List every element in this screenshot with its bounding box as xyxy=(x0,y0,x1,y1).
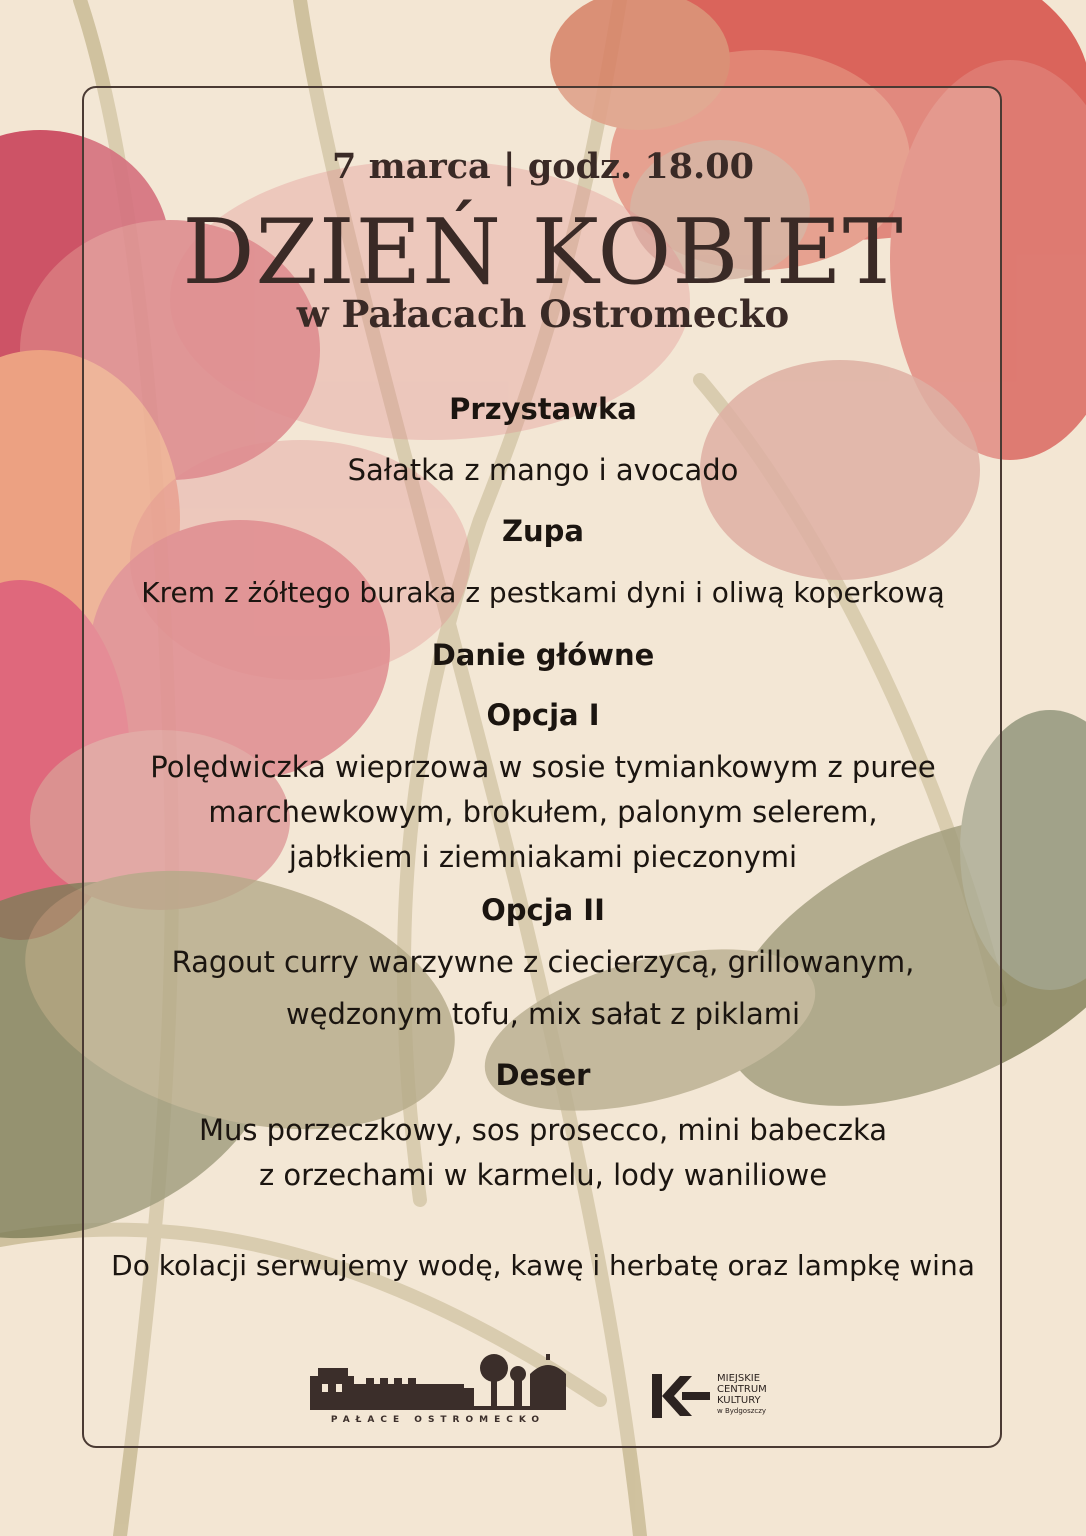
drinks-note: Do kolacji serwujemy wodę, kawę i herbatę oraz lampkę wina xyxy=(111,1249,975,1282)
event-title: DZIEŃ KOBIET xyxy=(182,200,904,305)
mck-line-4: w Bydgoszczy xyxy=(717,1407,767,1415)
mck-line-1: MIEJSKIE xyxy=(717,1373,761,1384)
option-1-heading: Opcja I xyxy=(486,698,600,732)
mck-line-2: CENTRUM xyxy=(717,1384,767,1395)
dessert-line-2: z orzechami w karmelu, lody waniliowe xyxy=(258,1158,828,1192)
option-2-heading: Opcja II xyxy=(481,893,605,927)
event-date: 7 marca | godz. 18.00 xyxy=(332,146,754,187)
starter-heading: Przystawka xyxy=(449,392,637,426)
option-2-line-1: Ragout curry warzywne z ciecierzycą, grillowanym, xyxy=(171,945,915,979)
starter-text: Sałatka z mango i avocado xyxy=(347,453,739,487)
mck-logo-text xyxy=(717,1373,767,1417)
option-1-line-3: jabłkiem i ziemniakami pieczonymi xyxy=(288,840,798,874)
palace-logo-text: PAŁACE OSTROMECKO xyxy=(330,1415,546,1425)
mck-logo-icon xyxy=(652,1370,712,1422)
dessert-heading: Deser xyxy=(495,1058,591,1092)
main-course-heading: Danie główne xyxy=(431,638,655,672)
event-subtitle: w Pałacach Ostromecko xyxy=(296,292,790,336)
palace-ostromecko-logo xyxy=(308,1354,570,1426)
soup-heading: Zupa xyxy=(501,514,584,548)
mck-line-3: KULTURY xyxy=(717,1395,761,1406)
dessert-line-1: Mus porzeczkowy, sos prosecco, mini babeczka xyxy=(198,1113,888,1147)
soup-text: Krem z żółtego buraka z pestkami dyni i oliwą koperkową xyxy=(141,576,945,609)
option-2-line-2: wędzonym tofu, mix sałat z piklami xyxy=(285,997,801,1031)
option-1-line-2: marchewkowym, brokułem, palonym selerem, xyxy=(208,795,878,829)
option-1-line-1: Polędwiczka wieprzowa w sosie tymiankowym z puree xyxy=(150,750,936,784)
